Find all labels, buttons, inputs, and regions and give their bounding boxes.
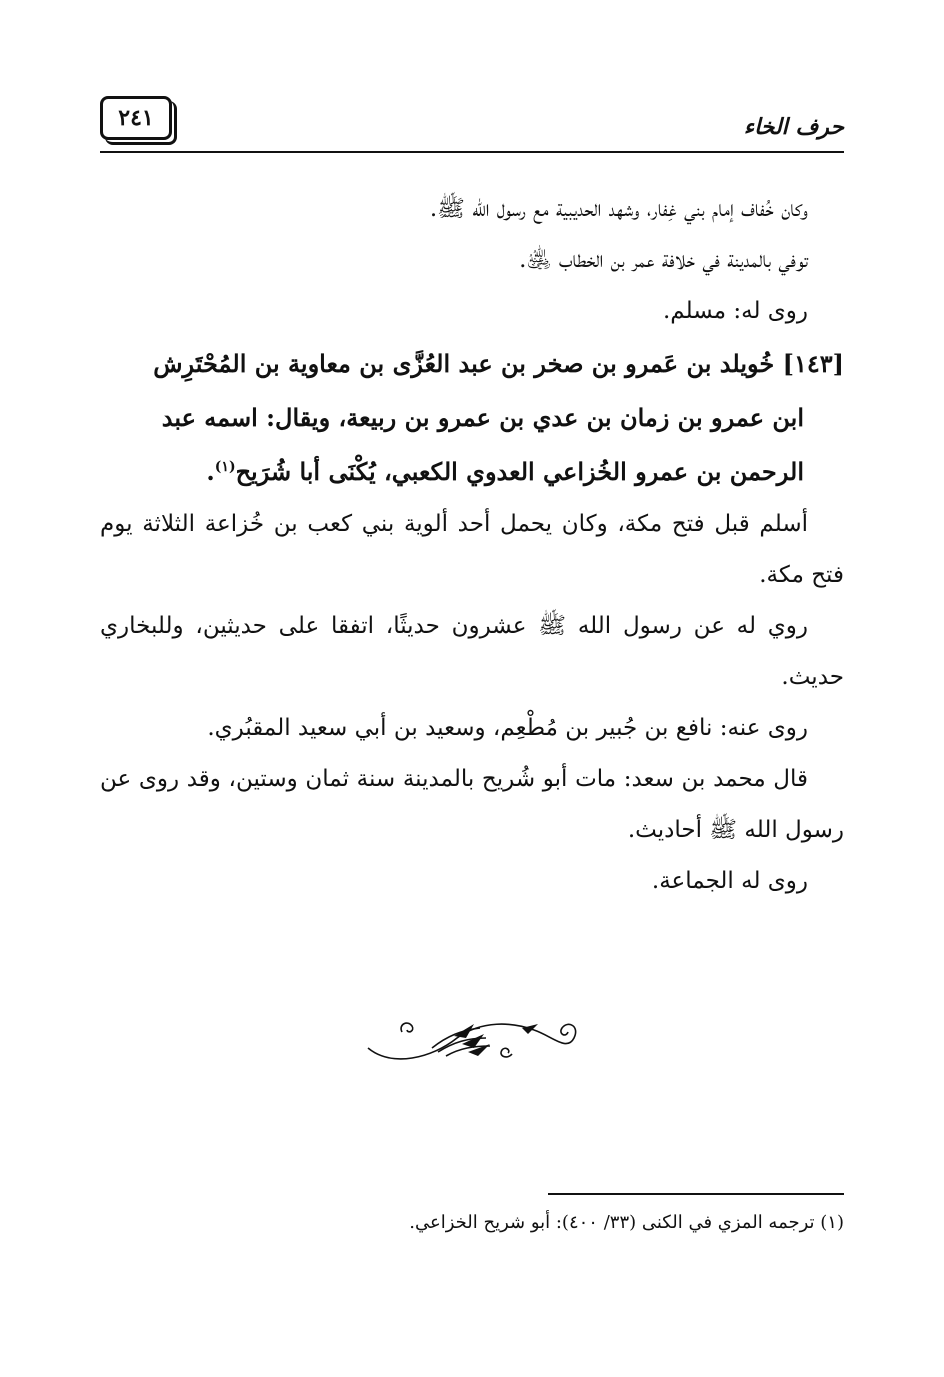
running-title: حرف الخاء bbox=[743, 114, 844, 140]
paragraph-8: روى له الجماعة. bbox=[651, 868, 808, 894]
page-number-box bbox=[100, 96, 172, 140]
decorative-ornament-icon bbox=[362, 1008, 582, 1064]
paragraph-4: أسلم قبل فتح مكة، وكان يحمل أحد ألوية بني كعب بن خُزاعة الثلاثة يوم فتح مكة. bbox=[100, 511, 844, 588]
paragraph-5: روي له عن رسول الله ﷺ عشرون حديثًا، اتفقا على حديثين، وللبخاري حديث. bbox=[100, 613, 844, 690]
paragraph-1: وكان خُفاف إمام بني غِفار، وشهد الحديبية مع رسول الله ﷺ. bbox=[429, 196, 808, 222]
header-rule bbox=[100, 151, 844, 153]
footnote-rule bbox=[548, 1193, 844, 1195]
footnote-reference: (١) bbox=[214, 459, 236, 475]
entry-name-line-3: الرحمن بن عمرو الخُزاعي العدوي الكعبي، يُكْنَى أبا شُرَيح bbox=[235, 457, 804, 486]
biography-entry-heading bbox=[100, 337, 844, 499]
footnote: (١) ترجمه المزي في الكنى (٣٣/ ٤٠٠): أبو شريح الخزاعي. bbox=[409, 1212, 844, 1233]
entry-end-period: . bbox=[206, 457, 215, 486]
page-header bbox=[100, 96, 844, 158]
paragraph-7: قال محمد بن سعد: مات أبو شُريح بالمدينة سنة ثمان وستين، وقد روى عن رسول الله ﷺ أحاديث. bbox=[100, 766, 844, 843]
paragraph-3: روى له: مسلم. bbox=[663, 298, 808, 324]
entry-name-line-3-wrap bbox=[100, 445, 844, 499]
page-number: ٢٤١ bbox=[118, 105, 154, 131]
entry-name-line-2: ابن عمرو بن زمان بن عدي بن عمرو بن ربيعة، ويقال: اسمه عبد bbox=[161, 403, 804, 432]
page-body bbox=[100, 184, 844, 907]
entry-number: [١٤٣] bbox=[782, 349, 844, 378]
entry-name-line-1: خُويلد بن عَمرو بن صخر بن عبد العُزَّى بن معاوية بن المُحْتَرِش bbox=[153, 349, 775, 378]
paragraph-2: توفي بالمدينة في خلافة عمر بن الخطاب ﵁. bbox=[519, 247, 808, 273]
paragraph-6: روى عنه: نافع بن جُبير بن مُطْعِم، وسعيد بن أبي سعيد المقبُري. bbox=[207, 715, 808, 741]
